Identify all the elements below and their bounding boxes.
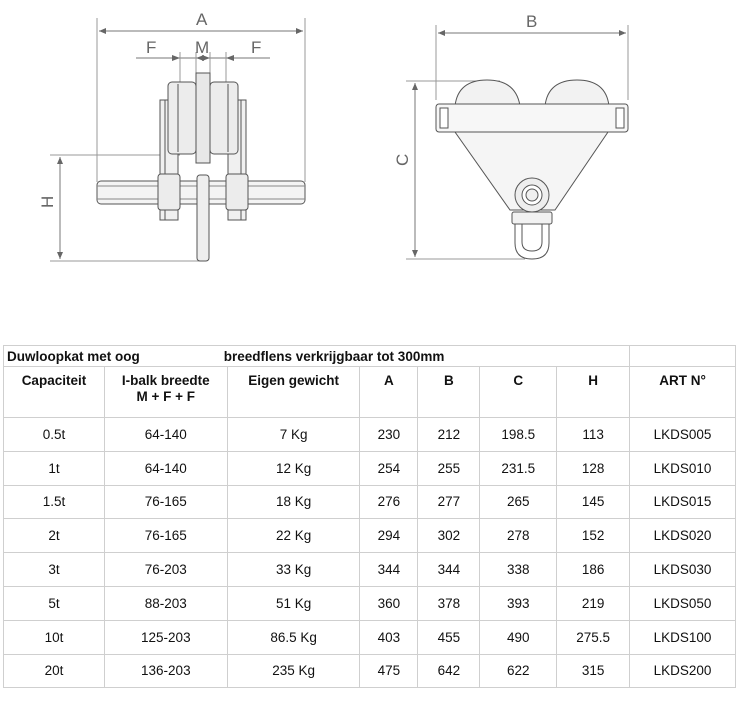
cell-b: 277 bbox=[418, 485, 480, 519]
table-title-cell bbox=[4, 346, 630, 367]
cell-a: 403 bbox=[360, 620, 418, 654]
cell-a: 230 bbox=[360, 418, 418, 452]
table-row bbox=[4, 418, 736, 452]
cell-b: 302 bbox=[418, 519, 480, 553]
dim-label-m: M bbox=[195, 38, 210, 57]
table-row bbox=[4, 586, 736, 620]
cell-h: 186 bbox=[557, 553, 630, 587]
header-c: C bbox=[480, 367, 557, 418]
table-title: Duwloopkat met oog bbox=[7, 348, 140, 364]
cell-capacity: 10t bbox=[4, 620, 105, 654]
cell-weight: 12 Kg bbox=[227, 451, 360, 485]
cell-art: LKDS100 bbox=[630, 620, 736, 654]
cell-weight: 18 Kg bbox=[227, 485, 360, 519]
cell-ibeam: 64-140 bbox=[104, 418, 227, 452]
cell-weight: 51 Kg bbox=[227, 586, 360, 620]
cell-h: 275.5 bbox=[557, 620, 630, 654]
cell-art: LKDS015 bbox=[630, 485, 736, 519]
header-capacity: Capaciteit bbox=[4, 367, 105, 418]
cell-ibeam: 76-165 bbox=[104, 519, 227, 553]
cell-capacity: 0.5t bbox=[4, 418, 105, 452]
table-row bbox=[4, 519, 736, 553]
technical-drawing bbox=[0, 0, 740, 300]
cell-b: 344 bbox=[418, 553, 480, 587]
cell-art: LKDS020 bbox=[630, 519, 736, 553]
cell-weight: 235 Kg bbox=[227, 654, 360, 688]
table-row bbox=[4, 620, 736, 654]
cell-c: 231.5 bbox=[480, 451, 557, 485]
cell-weight: 22 Kg bbox=[227, 519, 360, 553]
cell-b: 455 bbox=[418, 620, 480, 654]
cell-b: 378 bbox=[418, 586, 480, 620]
cell-art: LKDS030 bbox=[630, 553, 736, 587]
front-view bbox=[50, 18, 305, 261]
dim-label-b: B bbox=[526, 12, 538, 31]
cell-art: LKDS005 bbox=[630, 418, 736, 452]
table-title-row bbox=[4, 346, 736, 367]
header-weight: Eigen gewicht bbox=[227, 367, 360, 418]
cell-c: 490 bbox=[480, 620, 557, 654]
table-subtitle: breedflens verkrijgbaar tot 300mm bbox=[223, 348, 445, 364]
cell-h: 145 bbox=[557, 485, 630, 519]
cell-b: 255 bbox=[418, 451, 480, 485]
cell-a: 276 bbox=[360, 485, 418, 519]
header-ibeam-line2: M + F + F bbox=[136, 389, 196, 404]
table-row bbox=[4, 553, 736, 587]
dim-label-h: H bbox=[38, 195, 57, 208]
table-title-empty-cell bbox=[630, 346, 736, 367]
cell-c: 278 bbox=[480, 519, 557, 553]
header-ibeam bbox=[104, 367, 227, 418]
cell-a: 344 bbox=[360, 553, 418, 587]
cell-capacity: 3t bbox=[4, 553, 105, 587]
cell-c: 622 bbox=[480, 654, 557, 688]
cell-ibeam: 136-203 bbox=[104, 654, 227, 688]
header-a: A bbox=[360, 367, 418, 418]
header-h: H bbox=[557, 367, 630, 418]
cell-h: 315 bbox=[557, 654, 630, 688]
cell-capacity: 1.5t bbox=[4, 485, 105, 519]
cell-ibeam: 88-203 bbox=[104, 586, 227, 620]
cell-capacity: 20t bbox=[4, 654, 105, 688]
cell-capacity: 2t bbox=[4, 519, 105, 553]
cell-a: 254 bbox=[360, 451, 418, 485]
cell-ibeam: 76-165 bbox=[104, 485, 227, 519]
cell-a: 360 bbox=[360, 586, 418, 620]
cell-h: 219 bbox=[557, 586, 630, 620]
dim-label-a: A bbox=[196, 10, 208, 29]
dim-label-f-right: F bbox=[251, 38, 262, 57]
cell-capacity: 1t bbox=[4, 451, 105, 485]
cell-h: 128 bbox=[557, 451, 630, 485]
table-body bbox=[4, 418, 736, 688]
cell-ibeam: 125-203 bbox=[104, 620, 227, 654]
dim-label-c: C bbox=[393, 153, 412, 166]
dim-label-f-left: F bbox=[146, 38, 157, 57]
table-row bbox=[4, 485, 736, 519]
cell-a: 294 bbox=[360, 519, 418, 553]
cell-art: LKDS200 bbox=[630, 654, 736, 688]
cell-h: 152 bbox=[557, 519, 630, 553]
cell-c: 393 bbox=[480, 586, 557, 620]
cell-ibeam: 76-203 bbox=[104, 553, 227, 587]
cell-a: 475 bbox=[360, 654, 418, 688]
table-row bbox=[4, 451, 736, 485]
header-ibeam-line1: I-balk breedte bbox=[121, 373, 210, 388]
header-art: ART N° bbox=[630, 367, 736, 418]
table-header-row bbox=[4, 367, 736, 418]
cell-c: 338 bbox=[480, 553, 557, 587]
cell-weight: 86.5 Kg bbox=[227, 620, 360, 654]
cell-art: LKDS010 bbox=[630, 451, 736, 485]
cell-weight: 33 Kg bbox=[227, 553, 360, 587]
cell-ibeam: 64-140 bbox=[104, 451, 227, 485]
cell-c: 198.5 bbox=[480, 418, 557, 452]
header-b: B bbox=[418, 367, 480, 418]
spec-table bbox=[3, 345, 736, 688]
cell-capacity: 5t bbox=[4, 586, 105, 620]
cell-h: 113 bbox=[557, 418, 630, 452]
cell-c: 265 bbox=[480, 485, 557, 519]
cell-weight: 7 Kg bbox=[227, 418, 360, 452]
table-row bbox=[4, 654, 736, 688]
cell-b: 212 bbox=[418, 418, 480, 452]
side-view bbox=[406, 25, 628, 259]
cell-art: LKDS050 bbox=[630, 586, 736, 620]
cell-b: 642 bbox=[418, 654, 480, 688]
